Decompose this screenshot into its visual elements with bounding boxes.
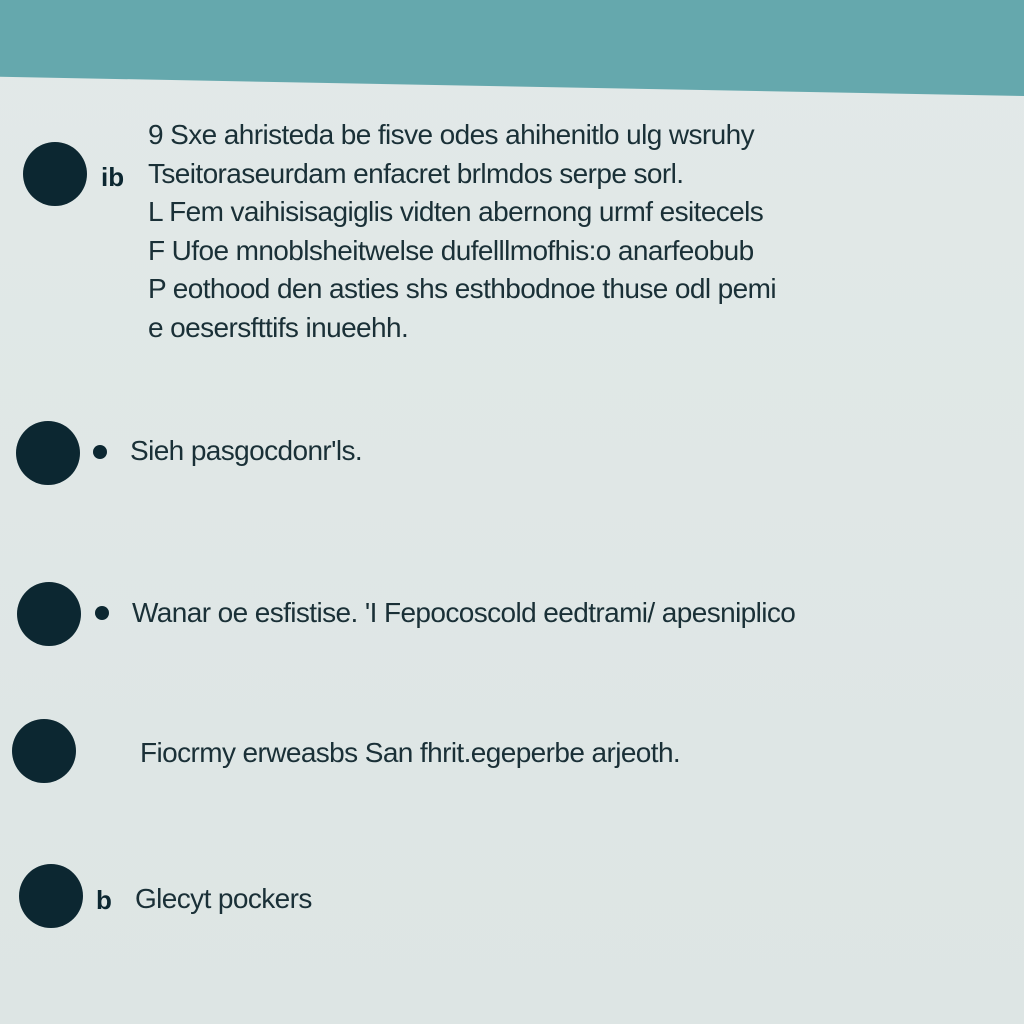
text-line: Glecyt pockers (135, 883, 312, 914)
item-marker: ib (101, 162, 125, 192)
item-text (140, 734, 680, 773)
text-line: Sieh pasgocdonr'ls. (130, 435, 363, 466)
text-line: F Ufoe mnoblsheitwelse dufelllmofhis:o anarfeobub (148, 234, 754, 266)
text-line: Fiocrmy erweasbs San fhrit.egeperbe arjeoth. (140, 737, 681, 768)
bullet-icon (12, 719, 76, 783)
sub-bullet-icon (93, 445, 107, 459)
bullet-icon (23, 142, 87, 206)
text-line: Wanar oe esfistise. 'I Fepocoscold eedtrami/ apesniplico (132, 597, 796, 628)
text-line: Tseitoraseurdam enfacret brlmdos serpe sorl. (148, 157, 684, 189)
text-line: 9 Sxe ahristeda be fisve odes ahihenitlo ulg wsruhy (148, 119, 755, 150)
item-text (132, 594, 795, 633)
text-line: P eothood den asties shs esthbodnoe thuse odl pemi (148, 273, 776, 304)
item-text (148, 116, 776, 347)
item-text (130, 432, 362, 471)
bullet-icon (19, 864, 83, 928)
text-line: L Fem vaihisisagiglis vidten abernong urmf esitecels (148, 196, 764, 227)
bullet-icon (17, 582, 81, 646)
item-marker: b (96, 885, 112, 915)
item-text (135, 880, 312, 919)
text-line: e oesersfttifs inueehh. (148, 311, 409, 343)
sub-bullet-icon (95, 606, 109, 620)
header-banner (0, 0, 1024, 96)
bullet-icon (16, 421, 80, 485)
